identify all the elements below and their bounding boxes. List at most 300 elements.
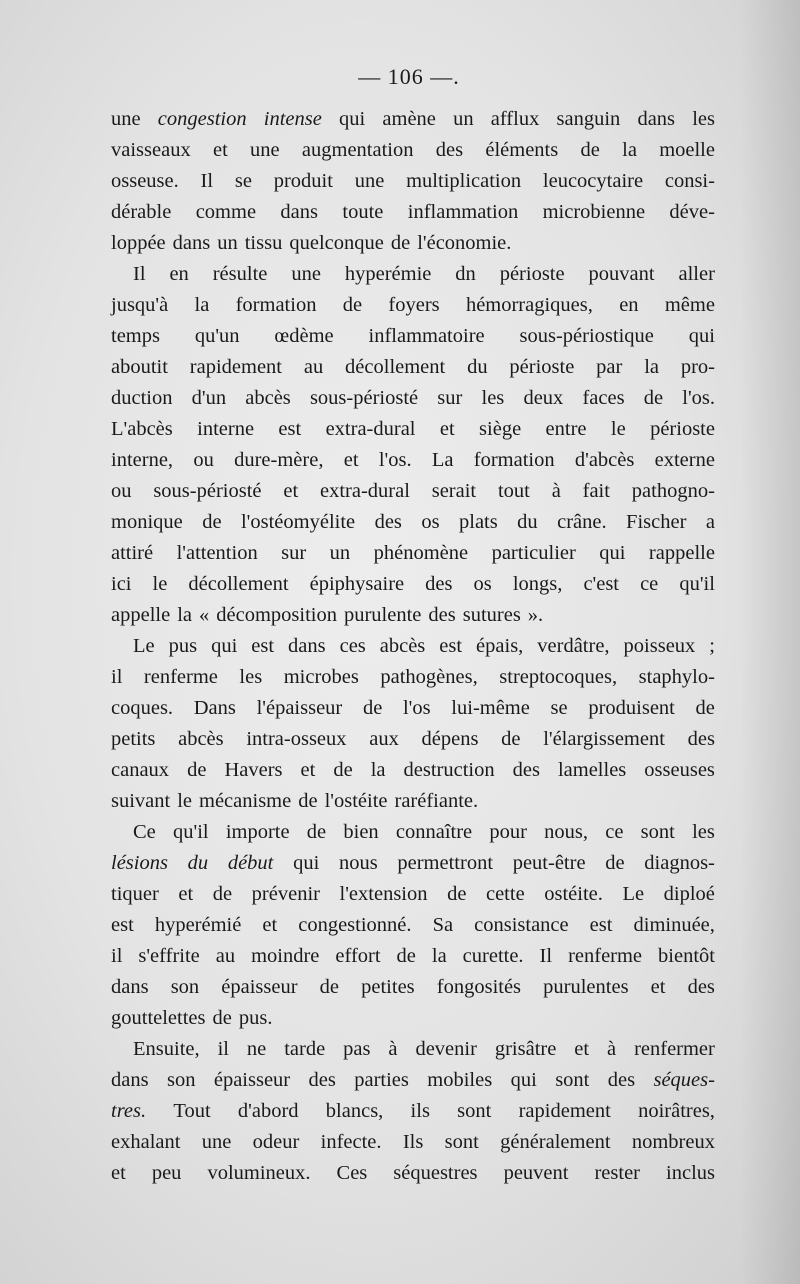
word: leucocytaire — [542, 170, 644, 192]
word: bientôt — [658, 945, 715, 967]
word: destruction — [403, 759, 495, 781]
word: devenir — [415, 1038, 477, 1060]
word: lamelles — [557, 759, 627, 781]
word: des — [428, 604, 456, 626]
word: dans — [111, 1069, 149, 1091]
word: en — [169, 263, 189, 285]
word: séques- — [653, 1069, 715, 1091]
word: de — [580, 139, 600, 161]
text-line — [111, 538, 715, 569]
word: purulente — [343, 604, 422, 626]
word: la — [177, 604, 192, 626]
word: externe — [654, 449, 715, 471]
word: du — [517, 511, 538, 533]
word: une — [291, 263, 321, 285]
word: a — [705, 511, 715, 533]
text-line — [111, 476, 715, 507]
word: hyperémié — [154, 914, 242, 936]
word: coques. — [111, 697, 174, 719]
word: ce — [640, 573, 659, 595]
word: sont — [444, 1131, 479, 1153]
word: du — [187, 852, 209, 874]
word: sont — [555, 1069, 590, 1091]
word: et — [111, 1162, 126, 1184]
word: purulentes — [543, 976, 629, 998]
word: moindre — [251, 945, 320, 967]
word: il — [111, 945, 123, 967]
word: entre — [545, 418, 587, 440]
word: de — [212, 1007, 232, 1029]
word: de — [306, 821, 327, 843]
word: l'extension — [339, 883, 428, 905]
word: les — [692, 821, 715, 843]
word: ou — [111, 480, 132, 502]
word: la — [622, 139, 637, 161]
word: du — [467, 356, 488, 378]
word: Dans — [193, 697, 236, 719]
word: afflux — [490, 108, 540, 130]
word: qu'il — [679, 573, 715, 595]
word: de — [212, 883, 233, 905]
word: temps — [111, 325, 160, 347]
word: décollement — [345, 356, 446, 378]
word: et — [650, 976, 666, 998]
word: Ensuite, — [133, 1038, 200, 1060]
word: augmentation — [301, 139, 414, 161]
word: l'économie. — [417, 232, 512, 254]
word: grisâtre — [494, 1038, 557, 1060]
word: produisent — [588, 697, 675, 719]
word: canaux — [111, 759, 170, 781]
word: tout — [497, 480, 530, 502]
text-line — [111, 197, 715, 228]
word: peu — [151, 1162, 182, 1184]
word: Tout — [173, 1100, 211, 1122]
word: aller — [678, 263, 715, 285]
word: nombreux — [631, 1131, 715, 1153]
word: inflammatoire — [368, 325, 485, 347]
text-line — [111, 104, 715, 135]
word: qui — [211, 635, 238, 657]
word: des — [512, 759, 540, 781]
word: phénomène — [373, 542, 469, 564]
text-line — [111, 631, 715, 662]
text-line — [111, 383, 715, 414]
word: périoste — [650, 418, 715, 440]
word: et — [300, 759, 316, 781]
word: dans — [637, 108, 676, 130]
word: Le — [133, 635, 155, 657]
word: est — [589, 914, 613, 936]
word: Il — [200, 170, 214, 192]
word: de — [643, 387, 664, 409]
word: le — [610, 418, 626, 440]
word: tarde — [284, 1038, 326, 1060]
word: il — [111, 666, 123, 688]
word: intense — [263, 108, 322, 130]
text-line — [111, 786, 715, 817]
word: pathogènes, — [380, 666, 478, 688]
word: bien — [343, 821, 379, 843]
word: dans — [111, 976, 149, 998]
word: osseuse. — [111, 170, 179, 192]
word: amène — [382, 108, 436, 130]
word: formation — [473, 449, 555, 471]
word: Le — [622, 883, 645, 905]
word: l'os. — [378, 449, 412, 471]
word: éléments — [485, 139, 559, 161]
word: duction — [111, 387, 173, 409]
word: verdâtre, — [537, 635, 610, 657]
word: fait — [582, 480, 610, 502]
word: épaisseur — [213, 1069, 291, 1091]
word: qui — [293, 852, 320, 874]
word: de — [390, 232, 411, 254]
word: et — [439, 418, 455, 440]
word: de — [333, 759, 353, 781]
word: le — [177, 790, 193, 812]
text-line — [111, 290, 715, 321]
text-line — [111, 414, 715, 445]
word: ici — [111, 573, 132, 595]
word: un — [329, 542, 351, 564]
page-number: — 106 —. — [358, 64, 460, 89]
word: l'attention — [176, 542, 258, 564]
word: rappelle — [648, 542, 715, 564]
word: consistance — [474, 914, 569, 936]
text-line — [111, 662, 715, 693]
text-line — [111, 259, 715, 290]
word: qui — [510, 1069, 537, 1091]
word: serait — [431, 480, 477, 502]
word: Ce — [133, 821, 156, 843]
word: le — [152, 573, 168, 595]
word: par — [596, 356, 623, 378]
word: de — [202, 511, 222, 533]
word: l'ostéomyélite — [240, 511, 356, 533]
word: streptocoques, — [499, 666, 618, 688]
word: des — [374, 511, 402, 533]
word: lui-même — [451, 697, 530, 719]
text-line — [111, 755, 715, 786]
word: l'ostéite — [324, 790, 388, 812]
word: toute — [342, 201, 384, 223]
word: formation — [235, 294, 317, 316]
word: et — [212, 139, 228, 161]
word: extra-dural — [319, 480, 410, 502]
word: rapidement — [189, 356, 282, 378]
word: et — [283, 480, 299, 502]
text-line — [111, 724, 715, 755]
text-line — [111, 507, 715, 538]
word: de — [187, 759, 207, 781]
word: diploé — [663, 883, 715, 905]
word: diminuée, — [633, 914, 715, 936]
word: pas — [343, 1038, 371, 1060]
word: congestion — [157, 108, 247, 130]
word: dans — [172, 232, 211, 254]
word: plats — [459, 511, 498, 533]
word: des — [308, 1069, 336, 1091]
word: la — [644, 356, 659, 378]
word: dépens — [421, 728, 479, 750]
word: Il — [133, 263, 146, 285]
word: extra-dural — [325, 418, 416, 440]
word: les — [481, 387, 505, 409]
word: inflammation — [407, 201, 519, 223]
word: Fischer — [626, 511, 687, 533]
word: microbes — [283, 666, 359, 688]
word: au — [303, 356, 324, 378]
word: crâne. — [557, 511, 607, 533]
word: os — [421, 511, 440, 533]
word: os — [473, 573, 492, 595]
word: dn — [455, 263, 476, 285]
word: importe — [225, 821, 290, 843]
word: gouttelettes — [111, 1007, 206, 1029]
word: suivant — [111, 790, 171, 812]
text-line — [111, 1003, 715, 1034]
word: ; — [709, 635, 715, 657]
text-line — [111, 941, 715, 972]
word: infecte. — [320, 1131, 382, 1153]
word: épiphysaire — [309, 573, 405, 595]
word: renferme — [568, 945, 643, 967]
text-line — [111, 1065, 715, 1096]
word: d'un — [191, 387, 227, 409]
word: pour — [489, 821, 527, 843]
text-line — [111, 445, 715, 476]
word: des — [425, 573, 453, 595]
word: congestionné. — [298, 914, 412, 936]
word: cette — [485, 883, 525, 905]
word: au — [215, 945, 236, 967]
word: les — [239, 666, 263, 688]
word: généralement — [500, 1131, 611, 1153]
word: une — [111, 108, 141, 130]
word: des — [687, 976, 715, 998]
word: dérable — [111, 201, 172, 223]
word: Sa — [432, 914, 454, 936]
word: diagnos- — [644, 852, 715, 874]
word: se — [550, 697, 568, 719]
word: tissu — [244, 232, 283, 254]
word: œdème — [274, 325, 334, 347]
word: abcès — [379, 635, 426, 657]
word: sous-périostique — [519, 325, 654, 347]
word: sur — [437, 387, 463, 409]
word: tiquer — [111, 883, 159, 905]
word: sanguin — [556, 108, 621, 130]
word: longs, — [512, 573, 563, 595]
word: odeur — [252, 1131, 300, 1153]
word: peut-être — [512, 852, 586, 874]
word: attiré — [111, 542, 154, 564]
word: hyperémie — [344, 263, 432, 285]
word: ils — [410, 1100, 430, 1122]
word: est — [251, 635, 275, 657]
word: dans — [280, 201, 318, 223]
word: abcès — [245, 387, 291, 409]
word: l'épaisseur — [256, 697, 343, 719]
word: exhalant — [111, 1131, 181, 1153]
text-line — [111, 848, 715, 879]
word: parties — [354, 1069, 409, 1091]
text-line — [111, 600, 715, 631]
word: à — [551, 480, 561, 502]
word: une — [354, 170, 385, 192]
word: décollement — [188, 573, 289, 595]
word: un — [217, 232, 238, 254]
word: pro- — [680, 356, 715, 378]
word: la — [370, 759, 386, 781]
text-line — [111, 569, 715, 600]
word: séquestres — [393, 1162, 478, 1184]
word: monique — [111, 511, 183, 533]
text-line — [111, 693, 715, 724]
word: la — [194, 294, 210, 316]
word: interne, — [111, 449, 174, 471]
word: ce — [605, 821, 624, 843]
word: dure-mère, — [234, 449, 324, 471]
word: d'abcès — [574, 449, 635, 471]
word: dans — [288, 635, 326, 657]
word: décomposition — [216, 604, 337, 626]
word: ou — [193, 449, 214, 471]
text-line — [111, 1158, 715, 1189]
text-line — [111, 879, 715, 910]
word: tres. — [111, 1100, 147, 1122]
word: même — [664, 294, 715, 316]
word: en — [619, 294, 639, 316]
word: des — [687, 728, 715, 750]
word: permettront — [397, 852, 494, 874]
word: s'effrite — [138, 945, 200, 967]
word: de — [298, 790, 318, 812]
word: des — [435, 139, 464, 161]
word: est — [111, 914, 134, 936]
word: ces — [339, 635, 366, 657]
word: faces — [582, 387, 625, 409]
word: de — [605, 852, 625, 874]
word: les — [692, 108, 715, 130]
word: curette. — [462, 945, 524, 967]
word: épais, — [476, 635, 524, 657]
word: intra-osseux — [246, 728, 347, 750]
word: La — [431, 449, 454, 471]
word: volumineux. — [207, 1162, 311, 1184]
word: sur — [281, 542, 307, 564]
word: deux — [523, 387, 564, 409]
word: il — [217, 1038, 229, 1060]
word: renferme — [143, 666, 218, 688]
word: de — [695, 697, 715, 719]
word: pathogno- — [631, 480, 715, 502]
word: appelle — [111, 604, 171, 626]
word: multiplication — [406, 170, 522, 192]
word: Ils — [402, 1131, 424, 1153]
word: vaisseaux — [111, 139, 191, 161]
word: de — [362, 697, 383, 719]
word: renfermer — [634, 1038, 715, 1060]
word: d'abord — [237, 1100, 299, 1122]
word: qu'un — [194, 325, 240, 347]
word: aux — [369, 728, 399, 750]
word: Ces — [336, 1162, 368, 1184]
word: est — [439, 635, 463, 657]
word: interne — [197, 418, 255, 440]
text-line — [111, 321, 715, 352]
word: sous-périosté — [153, 480, 262, 502]
word: une — [201, 1131, 232, 1153]
word: une — [250, 139, 280, 161]
word: jusqu'à — [111, 294, 169, 316]
word: un — [453, 108, 474, 130]
word: l'os. — [682, 387, 715, 409]
word: rapidement — [518, 1100, 611, 1122]
word: résulte — [212, 263, 268, 285]
word: particulier — [491, 542, 576, 564]
word: comme — [195, 201, 257, 223]
word: connaître — [395, 821, 473, 843]
body-text — [111, 104, 715, 1189]
word: loppée — [111, 232, 166, 254]
text-line — [111, 1034, 715, 1065]
word: hémorragiques, — [465, 294, 593, 316]
word: pus. — [238, 1007, 273, 1029]
word: prévenir — [251, 883, 320, 905]
word: épaisseur — [221, 976, 298, 998]
word: foyers — [388, 294, 440, 316]
word: ne — [246, 1038, 267, 1060]
word: et — [343, 449, 359, 471]
word: osseuses — [644, 759, 715, 781]
word: noirâtres, — [638, 1100, 715, 1122]
word: pouvant — [588, 263, 655, 285]
word: qui — [688, 325, 715, 347]
word: aboutit — [111, 356, 168, 378]
word: consi- — [664, 170, 715, 192]
word: pus — [168, 635, 198, 657]
word: et — [178, 883, 194, 905]
word: qui — [599, 542, 626, 564]
word: début — [227, 852, 274, 874]
word: L'abcès — [111, 418, 173, 440]
word: se — [234, 170, 252, 192]
text-line — [111, 135, 715, 166]
text-line — [111, 166, 715, 197]
word: peuvent — [503, 1162, 569, 1184]
word: poisseux — [623, 635, 696, 657]
text-line — [111, 352, 715, 383]
word: abcès — [178, 728, 224, 750]
text-line — [111, 228, 715, 259]
word: quelconque — [289, 232, 384, 254]
word: effort — [335, 945, 381, 967]
word: sont — [640, 821, 675, 843]
text-line — [111, 910, 715, 941]
word: inclus — [666, 1162, 715, 1184]
word: « — [199, 604, 210, 626]
word: Havers — [224, 759, 283, 781]
text-line — [111, 1127, 715, 1158]
word: et — [574, 1038, 590, 1060]
word: petits — [111, 728, 156, 750]
word: blancs, — [325, 1100, 384, 1122]
word: de — [396, 945, 416, 967]
word: rester — [594, 1162, 641, 1184]
word: petites — [361, 976, 415, 998]
